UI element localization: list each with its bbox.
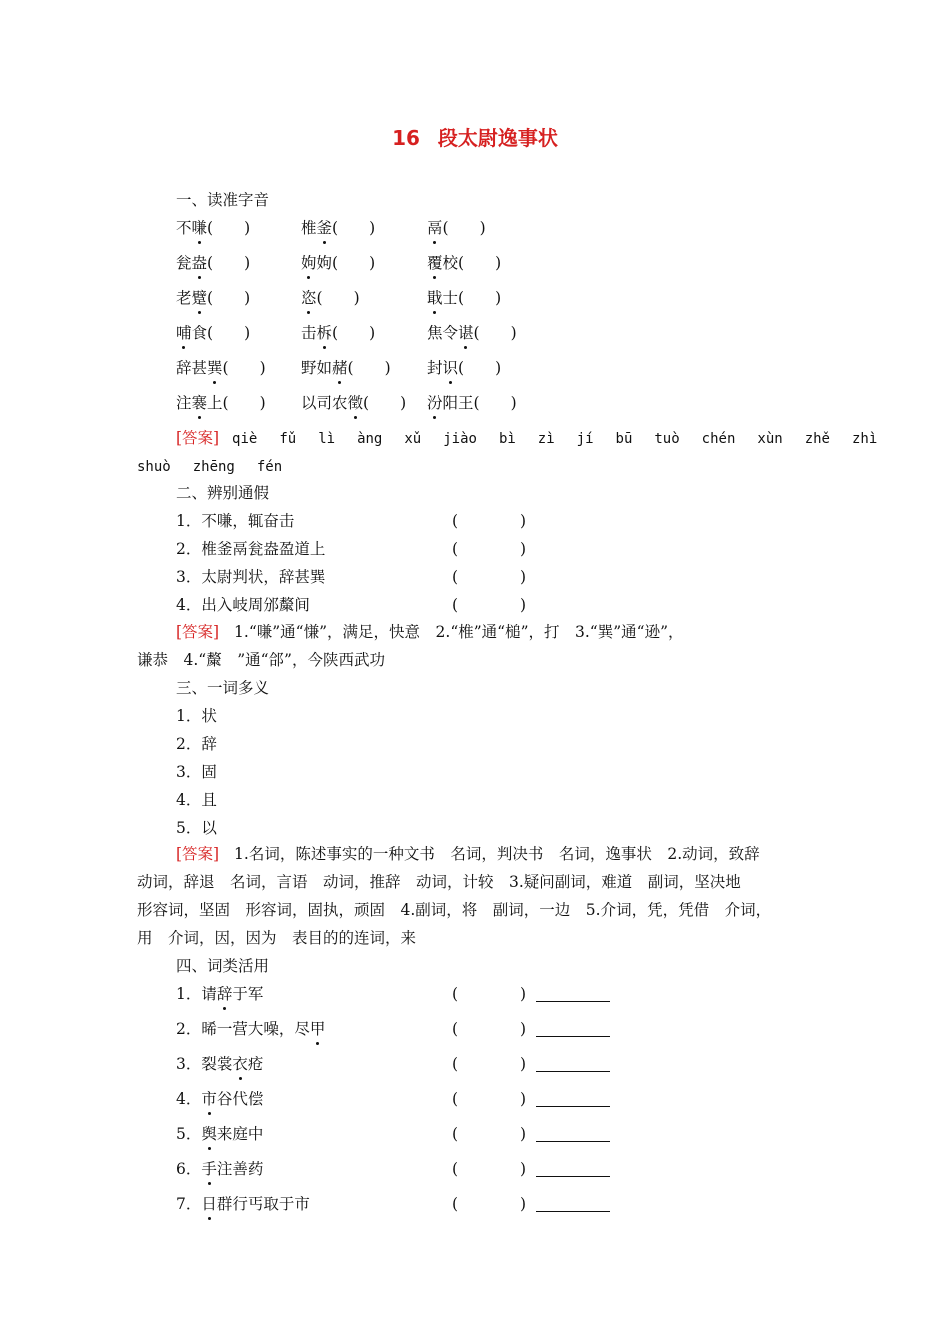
pinyin-item: chén bbox=[701, 431, 736, 447]
word-cell bbox=[176, 218, 250, 238]
dotted-char: 舆 bbox=[201, 1125, 217, 1143]
dotted-char: 嗛 bbox=[191, 219, 208, 237]
sentence-suffix: 来庭中 bbox=[216, 1125, 264, 1143]
dotted-char: 辞 bbox=[216, 985, 233, 1003]
word-cell bbox=[301, 288, 360, 308]
answer-paren: ( ) bbox=[316, 289, 360, 307]
word-prefix: 击 bbox=[301, 324, 317, 342]
pinyin-answers-line2 bbox=[137, 456, 304, 477]
item-number: 4． bbox=[176, 1090, 202, 1108]
tongjia-item: 1．不嗛，辄奋击 bbox=[176, 512, 295, 530]
section2-answer-line1 bbox=[176, 622, 684, 642]
sentence-prefix: 裂裳 bbox=[201, 1055, 233, 1073]
word-cell bbox=[301, 253, 375, 273]
sentence-suffix: 疮 bbox=[247, 1055, 264, 1073]
pinyin-item: zhēng bbox=[192, 459, 235, 475]
answer-label: [答案] bbox=[176, 845, 220, 863]
item-number: 6． bbox=[176, 1160, 202, 1178]
sentence-prefix: 请 bbox=[201, 985, 217, 1003]
pinyin-item: jí bbox=[576, 431, 594, 447]
answer-paren: ( ) bbox=[452, 512, 527, 530]
answer-blank[interactable] bbox=[536, 1125, 610, 1142]
pinyin-item: qiè bbox=[232, 431, 258, 447]
polysemy-item: 1．状 bbox=[176, 707, 217, 725]
answer-blank[interactable] bbox=[536, 1090, 610, 1107]
dotted-char: 手 bbox=[201, 1160, 217, 1178]
answer-paren: ( ) bbox=[452, 1160, 527, 1178]
pinyin-item: shuò bbox=[137, 459, 171, 475]
word-cell bbox=[301, 218, 375, 238]
dotted-char: 徵 bbox=[347, 394, 364, 412]
answer-paren: ( ) bbox=[222, 394, 266, 412]
pinyin-item: xǔ bbox=[404, 431, 422, 447]
dotted-char: 姁 bbox=[301, 254, 317, 272]
answer-paren: ( ) bbox=[473, 394, 517, 412]
answer-paren: ( ) bbox=[363, 394, 407, 412]
answer-paren: ( ) bbox=[207, 324, 251, 342]
word-prefix: 以司农 bbox=[301, 394, 348, 412]
answer-paren: ( ) bbox=[347, 359, 391, 377]
word-suffix: 姁 bbox=[316, 254, 333, 272]
word-usage-item bbox=[176, 1124, 263, 1144]
answer-paren: ( ) bbox=[332, 324, 376, 342]
word-usage-item bbox=[176, 1194, 310, 1214]
pinyin-item: fén bbox=[256, 459, 283, 475]
pinyin-item: fǔ bbox=[279, 431, 297, 447]
sentence-suffix: 谷代偿 bbox=[216, 1090, 264, 1108]
section3-answer-line4: 用 介词，因，因为 表目的的连词，来 bbox=[137, 929, 417, 947]
word-prefix: 野如 bbox=[301, 359, 333, 377]
tongjia-item: 4．出入岐周邠斄间 bbox=[176, 596, 310, 614]
polysemy-item: 5．以 bbox=[176, 819, 217, 837]
section3-answer-line2: 动词，辞退 名词，言语 动词，推辞 动词，计较 3.疑问副词，难道 副词，坚决地 bbox=[137, 873, 741, 891]
answer-paren: ( ) bbox=[452, 1125, 527, 1143]
answer-blank[interactable] bbox=[536, 1160, 610, 1177]
word-prefix: 瓮 bbox=[176, 254, 192, 272]
answer-label: [答案] bbox=[176, 429, 220, 447]
sentence-prefix: 晞一营大噪，尽 bbox=[201, 1020, 310, 1038]
word-cell bbox=[176, 358, 266, 378]
section4-heading: 四、词类活用 bbox=[176, 957, 270, 975]
word-cell bbox=[427, 323, 517, 343]
sentence-suffix: 群行丐取于市 bbox=[216, 1195, 310, 1213]
sentence-suffix: 注善药 bbox=[216, 1160, 264, 1178]
section2-answer-text1: 1.“嗛”通“慊”，满足，快意 2.“椎”通“槌”，打 3.“巽”通“逊”， bbox=[234, 623, 684, 641]
polysemy-item: 2．辞 bbox=[176, 735, 217, 753]
answer-paren: ( ) bbox=[473, 324, 517, 342]
answer-paren: ( ) bbox=[452, 568, 527, 586]
dotted-char: 日 bbox=[201, 1195, 217, 1213]
pinyin-item: bū bbox=[615, 431, 633, 447]
answer-blank[interactable] bbox=[536, 985, 610, 1002]
word-suffix: 阳王 bbox=[442, 394, 474, 412]
dotted-char: 巽 bbox=[207, 359, 223, 377]
dotted-char: 盎 bbox=[191, 254, 208, 272]
word-usage-item bbox=[176, 984, 263, 1004]
item-number: 2． bbox=[176, 1020, 202, 1038]
title-number: 16 bbox=[392, 126, 420, 150]
dotted-char: 赭 bbox=[332, 359, 348, 377]
answer-blank[interactable] bbox=[536, 1195, 610, 1212]
answer-paren: ( ) bbox=[458, 289, 502, 307]
polysemy-item: 4．且 bbox=[176, 791, 217, 809]
word-cell bbox=[427, 253, 501, 273]
answer-paren: ( ) bbox=[442, 219, 486, 237]
pinyin-answers-line1 bbox=[232, 429, 899, 447]
dotted-char: 衣 bbox=[232, 1055, 248, 1073]
section1-answer bbox=[176, 428, 899, 449]
word-prefix: 封 bbox=[427, 359, 443, 377]
word-cell bbox=[176, 253, 250, 273]
item-number: 3． bbox=[176, 1055, 202, 1073]
answer-paren: ( ) bbox=[332, 254, 376, 272]
word-usage-item bbox=[176, 1054, 263, 1074]
answer-paren: ( ) bbox=[452, 1020, 527, 1038]
answer-paren: ( ) bbox=[207, 254, 251, 272]
word-usage-item bbox=[176, 1159, 263, 1179]
answer-paren: ( ) bbox=[452, 540, 527, 558]
answer-paren: ( ) bbox=[452, 1195, 527, 1213]
sentence-suffix: 于军 bbox=[232, 985, 264, 1003]
dotted-char: 谌 bbox=[458, 324, 474, 342]
polysemy-item: 3．固 bbox=[176, 763, 217, 781]
page-title bbox=[0, 122, 950, 151]
dotted-char: 甲 bbox=[309, 1020, 326, 1038]
dotted-char: 汾 bbox=[427, 394, 443, 412]
answer-paren: ( ) bbox=[207, 289, 251, 307]
word-suffix: 士 bbox=[442, 289, 459, 307]
section3-answer-text1: 1.名词，陈述事实的一种文书 名词，判决书 名词，逸事状 2.动词，致辞 bbox=[234, 845, 760, 863]
word-cell bbox=[301, 323, 375, 343]
word-cell bbox=[176, 393, 266, 413]
answer-paren: ( ) bbox=[207, 219, 251, 237]
word-suffix: 食 bbox=[191, 324, 208, 342]
pinyin-item: àng bbox=[357, 431, 383, 447]
dotted-char: 釜 bbox=[316, 219, 333, 237]
word-cell bbox=[301, 393, 406, 413]
pinyin-item: jiào bbox=[443, 431, 477, 447]
answer-paren: ( ) bbox=[452, 1090, 527, 1108]
word-cell bbox=[427, 393, 517, 413]
dotted-char: 哺 bbox=[176, 324, 192, 342]
answer-paren: ( ) bbox=[452, 1055, 527, 1073]
word-prefix: 椎 bbox=[301, 219, 317, 237]
section2-answer-line2: 谦恭 4.“斄 ”通“郃”，今陕西武功 bbox=[137, 651, 385, 669]
tongjia-item: 3．太尉判状，辞甚巽 bbox=[176, 568, 326, 586]
word-cell bbox=[176, 323, 250, 343]
pinyin-item: zhě bbox=[804, 431, 830, 447]
tongjia-item: 2．椎釜鬲瓮盎盈道上 bbox=[176, 540, 326, 558]
word-prefix: 老 bbox=[176, 289, 192, 307]
answer-paren: ( ) bbox=[458, 359, 502, 377]
pinyin-item: xùn bbox=[757, 431, 783, 447]
dotted-char: 柝 bbox=[316, 324, 333, 342]
dotted-char: 躄 bbox=[191, 289, 208, 307]
section3-answer-line1 bbox=[176, 844, 760, 864]
word-cell bbox=[427, 288, 501, 308]
section1-heading: 一、读准字音 bbox=[176, 191, 270, 209]
word-suffix: 上 bbox=[207, 394, 223, 412]
word-cell bbox=[427, 218, 486, 238]
word-cell bbox=[301, 358, 391, 378]
answer-paren: ( ) bbox=[452, 985, 527, 1003]
answer-paren: ( ) bbox=[452, 596, 527, 614]
dotted-char: 识 bbox=[442, 359, 459, 377]
pinyin-item: zì bbox=[537, 431, 555, 447]
dotted-char: 市 bbox=[201, 1090, 217, 1108]
section3-answer-line3: 形容词，坚固 形容词，固执，顽固 4.副词，将 副词，一边 5.介词，凭，凭借 介词， bbox=[137, 901, 772, 919]
word-prefix: 注 bbox=[176, 394, 192, 412]
word-usage-item bbox=[176, 1019, 325, 1039]
pinyin-item: tuò bbox=[654, 431, 680, 447]
item-number: 5． bbox=[176, 1125, 202, 1143]
answer-paren: ( ) bbox=[332, 219, 376, 237]
dotted-char: 褰 bbox=[191, 394, 208, 412]
word-prefix: 不 bbox=[176, 219, 192, 237]
word-cell bbox=[176, 288, 250, 308]
dotted-char: 鬲 bbox=[427, 219, 443, 237]
word-prefix: 焦令 bbox=[427, 324, 459, 342]
item-number: 1． bbox=[176, 985, 202, 1003]
section3-heading: 三、一词多义 bbox=[176, 679, 270, 697]
answer-label: [答案] bbox=[176, 623, 220, 641]
answer-blank[interactable] bbox=[536, 1020, 610, 1037]
item-number: 7． bbox=[176, 1195, 202, 1213]
answer-paren: ( ) bbox=[458, 254, 502, 272]
dotted-char: 覆 bbox=[427, 254, 443, 272]
word-prefix: 辞甚 bbox=[176, 359, 208, 377]
pinyin-item: lì bbox=[318, 431, 336, 447]
dotted-char: 恣 bbox=[301, 289, 317, 307]
answer-paren: ( ) bbox=[222, 359, 266, 377]
pinyin-item: bì bbox=[498, 431, 516, 447]
word-usage-item bbox=[176, 1089, 263, 1109]
word-suffix: 校 bbox=[442, 254, 459, 272]
answer-blank[interactable] bbox=[536, 1055, 610, 1072]
section2-heading: 二、辨别通假 bbox=[176, 484, 270, 502]
dotted-char: 戢 bbox=[427, 289, 443, 307]
pinyin-item: zhì bbox=[851, 431, 878, 447]
word-cell bbox=[427, 358, 501, 378]
title-text: 段太尉逸事状 bbox=[437, 126, 558, 150]
